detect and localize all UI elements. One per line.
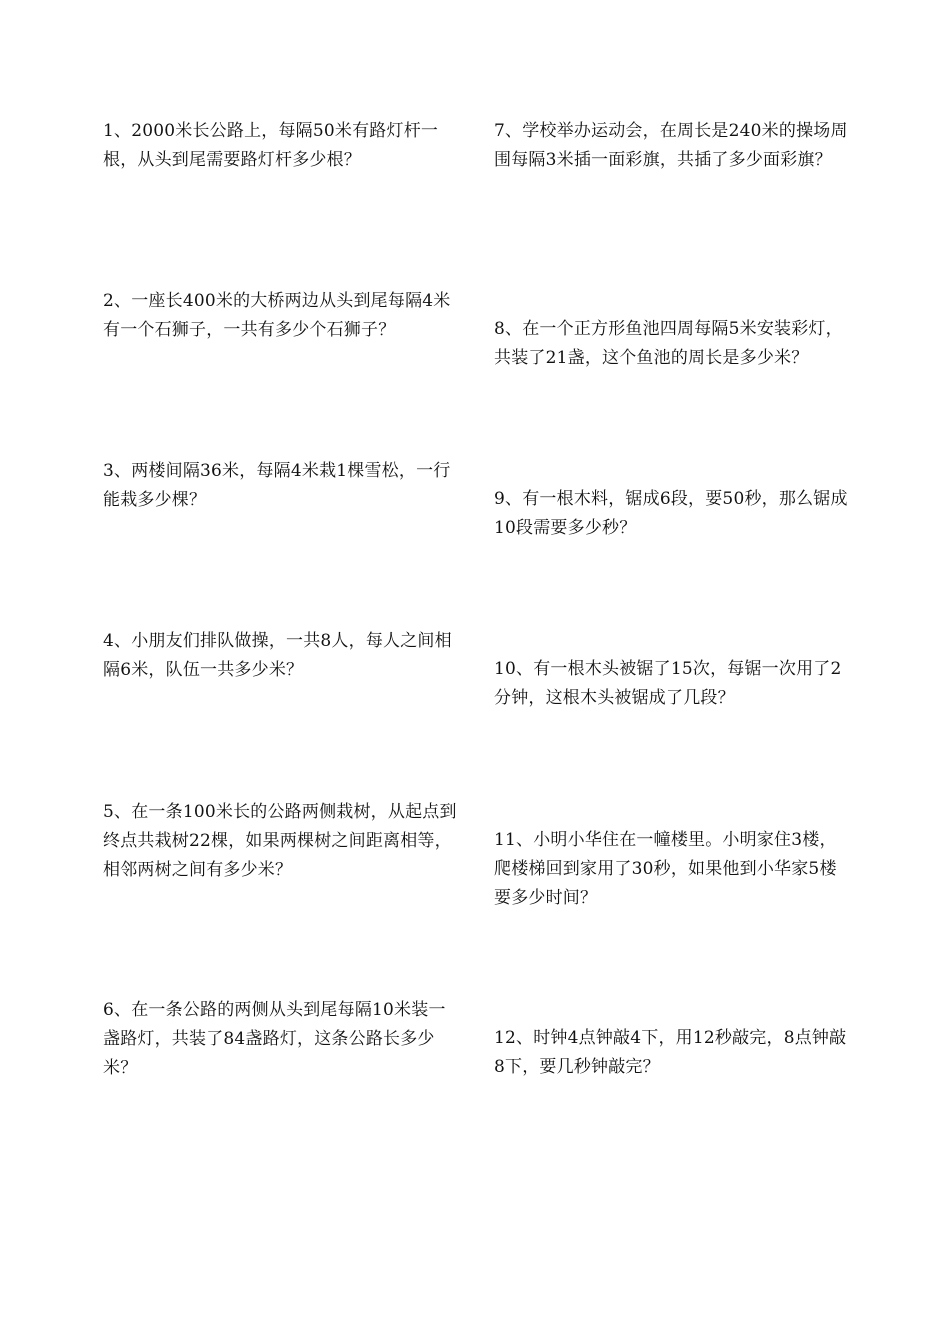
problem-8: 8、在一个正方形鱼池四周每隔5米安装彩灯，共装了21盏，这个鱼池的周长是多少米？ <box>494 319 843 368</box>
problem-9: 9、有一根木料，锯成6段，要50秒，那么锯成10段需要多少秒？ <box>494 489 848 538</box>
problem-3: 3、两楼间隔36米，每隔4米栽1棵雪松，一行能栽多少棵？ <box>103 461 451 510</box>
problem-5: 5、在一条100米长的公路两侧栽树，从起点到终点共栽树22棵，如果两棵树之间距离相等，相邻两树之间有多少米？ <box>103 802 457 880</box>
problem-6: 6、在一条公路的两侧从头到尾每隔10米装一盏路灯，共装了84盏路灯，这条公路长多少米？ <box>103 1000 446 1078</box>
problem-11: 11、小明小华住在一幢楼里。小明家住3楼，爬楼梯回到家用了30秒，如果他到小华家5楼要多少时间？ <box>494 830 837 908</box>
problem-7: 7、学校举办运动会，在周长是240米的操场周围每隔3米插一面彩旗，共插了多少面彩旗？ <box>494 121 848 170</box>
problem-10: 10、有一根木头被锯了15次，每锯一次用了2分钟，这根木头被锯成了几段？ <box>494 659 842 708</box>
problem-1: 1、2000米长公路上，每隔50米有路灯杆一根，从头到尾需要路灯杆多少根？ <box>103 121 439 170</box>
problem-12: 12、时钟4点钟敲4下，用12秒敲完，8点钟敲8下，要几秒钟敲完？ <box>494 1028 847 1077</box>
problem-2: 2、一座长400米的大桥两边从头到尾每隔4米有一个石狮子，一共有多少个石狮子？ <box>103 291 451 340</box>
problem-4: 4、小朋友们排队做操，一共8人，每人之间相隔6米，队伍一共多少米？ <box>103 631 452 680</box>
